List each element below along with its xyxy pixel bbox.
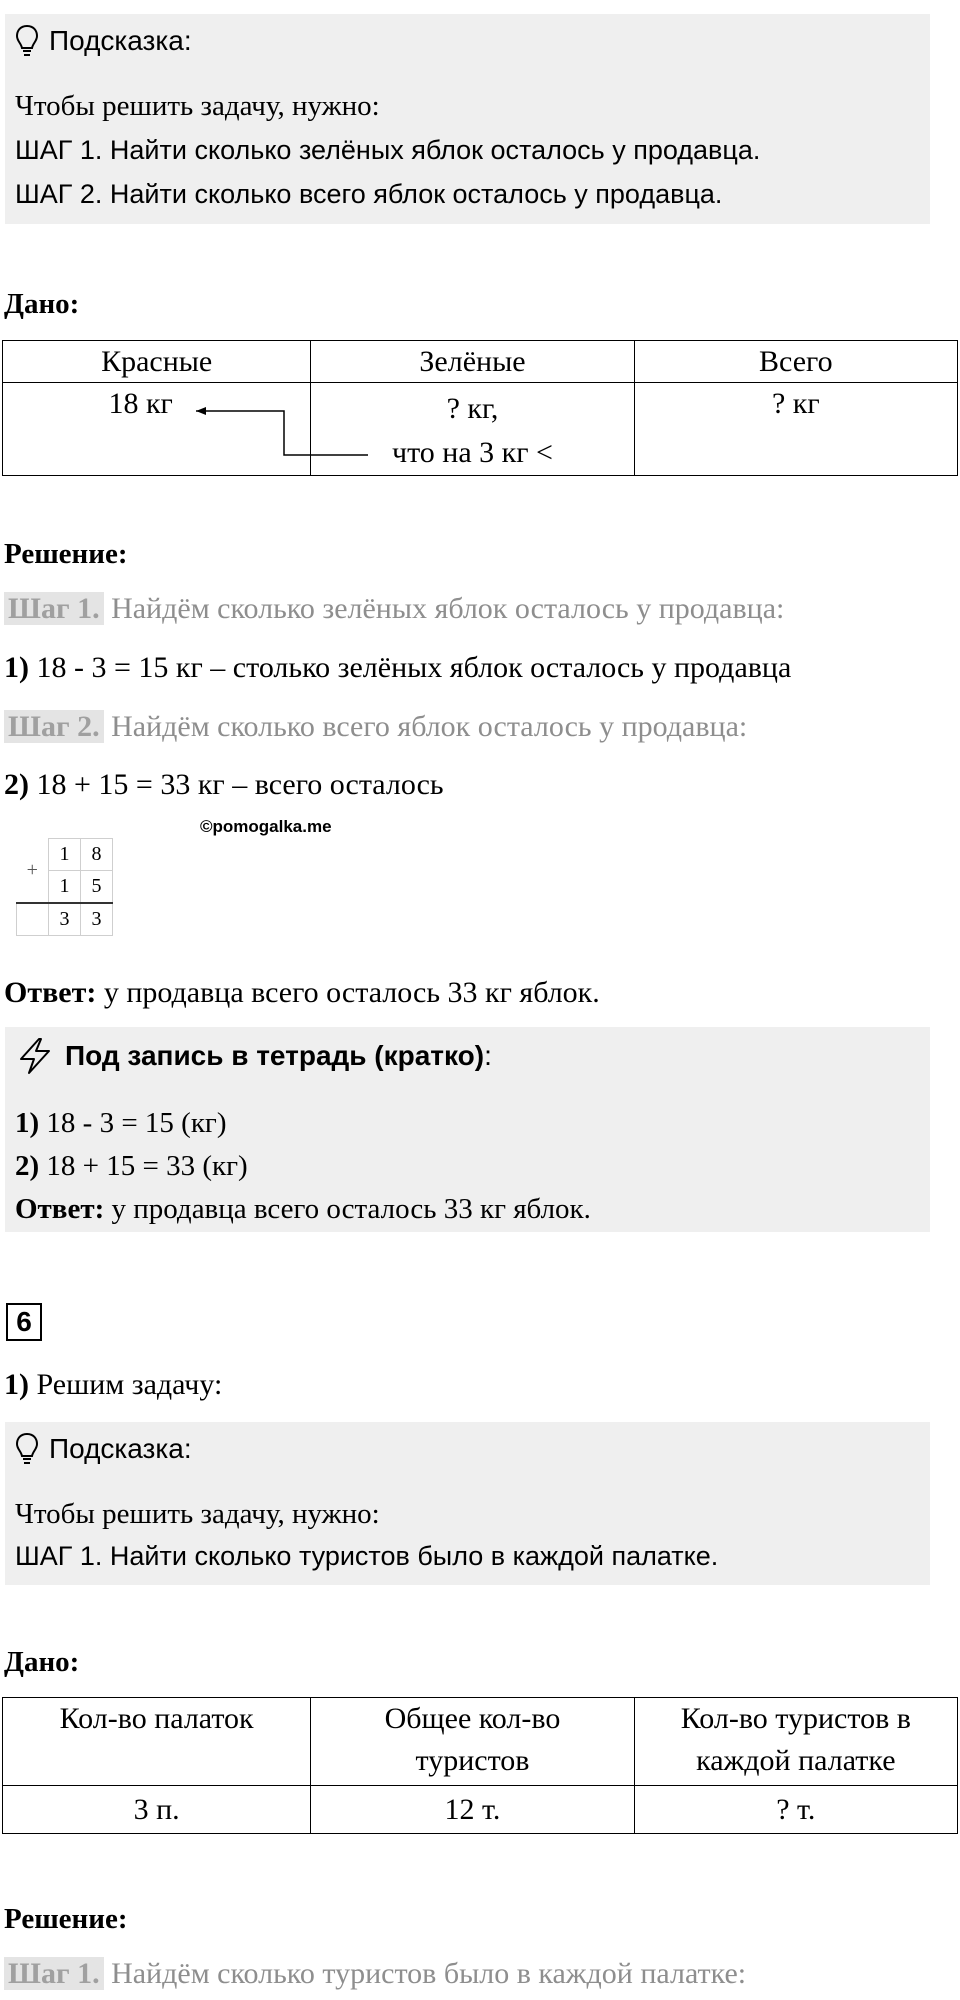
part-text: Решим задачу: (29, 1368, 223, 1401)
digit: 3 (81, 903, 113, 936)
table-cell: 12 т. (311, 1786, 634, 1834)
solution-line-2 (4, 768, 444, 802)
solution-step-2 (4, 710, 747, 744)
table-header (311, 1698, 634, 1786)
hint-intro: Чтобы решить задачу, нужно: (15, 90, 380, 122)
line-text: 18 - 3 = 15 кг – столько зелёных яблок осталось у продавца (29, 651, 792, 684)
hint-step-label: ШАГ 1. (15, 135, 103, 165)
header-line: туристов (415, 1744, 530, 1777)
digit: 5 (81, 871, 113, 904)
hint-step-1 (15, 1540, 718, 1573)
column-addition (16, 838, 113, 936)
empty-cell (17, 903, 49, 936)
hint-header (15, 22, 192, 60)
digit: 1 (49, 871, 81, 904)
table-cell: 3 п. (3, 1786, 311, 1834)
notebook-line-2 (15, 1150, 248, 1183)
hint-step-label: ШАГ 1. (15, 1541, 103, 1571)
answer-text: у продавца всего осталось 33 кг яблок. (96, 976, 600, 1009)
table-header: Кол-во палаток (3, 1698, 311, 1786)
hint-step-label: ШАГ 2. (15, 179, 103, 209)
notebook-colon: : (484, 1040, 492, 1071)
given-table (2, 1697, 958, 1834)
table-header: Всего (634, 341, 957, 383)
answer-label: Ответ: (4, 976, 97, 1009)
solution-heading: Решение: (4, 538, 128, 570)
table-header: Зелёные (311, 341, 634, 383)
hint-title: Подсказка: (49, 25, 192, 56)
header-line: Общее кол-во (384, 1702, 561, 1735)
line-number: 1) (4, 651, 29, 684)
step-text: Найдём сколько туристов было в каждой палатке: (103, 1957, 747, 1990)
step-label: Шаг 1. (4, 1957, 104, 1990)
digit: 3 (49, 903, 81, 936)
green-comparison: что на 3 кг < (391, 436, 553, 469)
hint-step-text: Найти сколько зелёных яблок осталось у продавца. (102, 135, 761, 165)
given-heading: Дано: (4, 288, 80, 320)
hint-intro: Чтобы решить задачу, нужно: (15, 1498, 380, 1530)
hint-box (5, 14, 930, 224)
given-heading: Дано: (4, 1646, 80, 1678)
answer-label: Ответ: (15, 1193, 105, 1225)
answer-text: у продавца всего осталось 33 кг яблок. (104, 1193, 591, 1225)
notebook-line-1 (15, 1107, 226, 1140)
line-number: 2) (4, 768, 29, 801)
notebook-answer (15, 1193, 591, 1226)
digit: 8 (81, 839, 113, 871)
notebook-header (15, 1037, 492, 1075)
line-text: 18 + 15 = 33 кг – всего осталось (29, 768, 444, 801)
solution-heading: Решение: (4, 1903, 128, 1935)
green-value: ? кг, (446, 392, 499, 425)
part-number: 1) (4, 1368, 29, 1401)
lightbulb-icon (15, 24, 39, 58)
comparison-arrow (0, 370, 960, 510)
step-label: Шаг 2. (4, 710, 104, 743)
lightning-icon (15, 1037, 55, 1075)
notebook-box (5, 1027, 930, 1232)
line-number: 2) (15, 1150, 40, 1182)
hint-header (15, 1430, 192, 1468)
solution-line-1 (4, 651, 791, 685)
line-text: 18 + 15 = 33 (кг) (39, 1150, 248, 1182)
line-number: 1) (15, 1107, 40, 1139)
table-header: Красные (3, 341, 311, 383)
header-line: каждой палатке (696, 1744, 896, 1777)
header-line: Кол-во туристов в (680, 1702, 911, 1735)
step-text: Найдём сколько зелёных яблок осталось у продавца: (103, 592, 785, 625)
table-header (634, 1698, 957, 1786)
lightbulb-icon (15, 1432, 39, 1466)
hint-title: Подсказка: (49, 1433, 192, 1464)
task-part (4, 1368, 222, 1402)
copyright-mark: ©pomogalka.me (200, 817, 332, 836)
hint-step-2 (15, 178, 722, 211)
plus-sign: + (17, 839, 49, 904)
table-cell: ? кг (634, 383, 957, 476)
red-value: 18 кг (108, 387, 173, 420)
notebook-title: Под запись в тетрадь (кратко) (65, 1040, 485, 1071)
step-label: Шаг 1. (4, 592, 104, 625)
hint-step-text: Найти сколько всего яблок осталось у продавца. (102, 179, 723, 209)
table-cell: ? т. (634, 1786, 957, 1834)
hint-box (5, 1422, 930, 1585)
step-text: Найдём сколько всего яблок осталось у продавца: (103, 710, 748, 743)
digit: 1 (49, 839, 81, 871)
task-number: 6 (6, 1303, 42, 1341)
line-text: 18 - 3 = 15 (кг) (39, 1107, 227, 1139)
solution-step-1 (4, 592, 784, 626)
hint-step-text: Найти сколько туристов было в каждой палатке. (102, 1541, 719, 1571)
solution-step-1 (4, 1957, 746, 1991)
answer-line (4, 976, 600, 1010)
hint-step-1 (15, 134, 760, 167)
